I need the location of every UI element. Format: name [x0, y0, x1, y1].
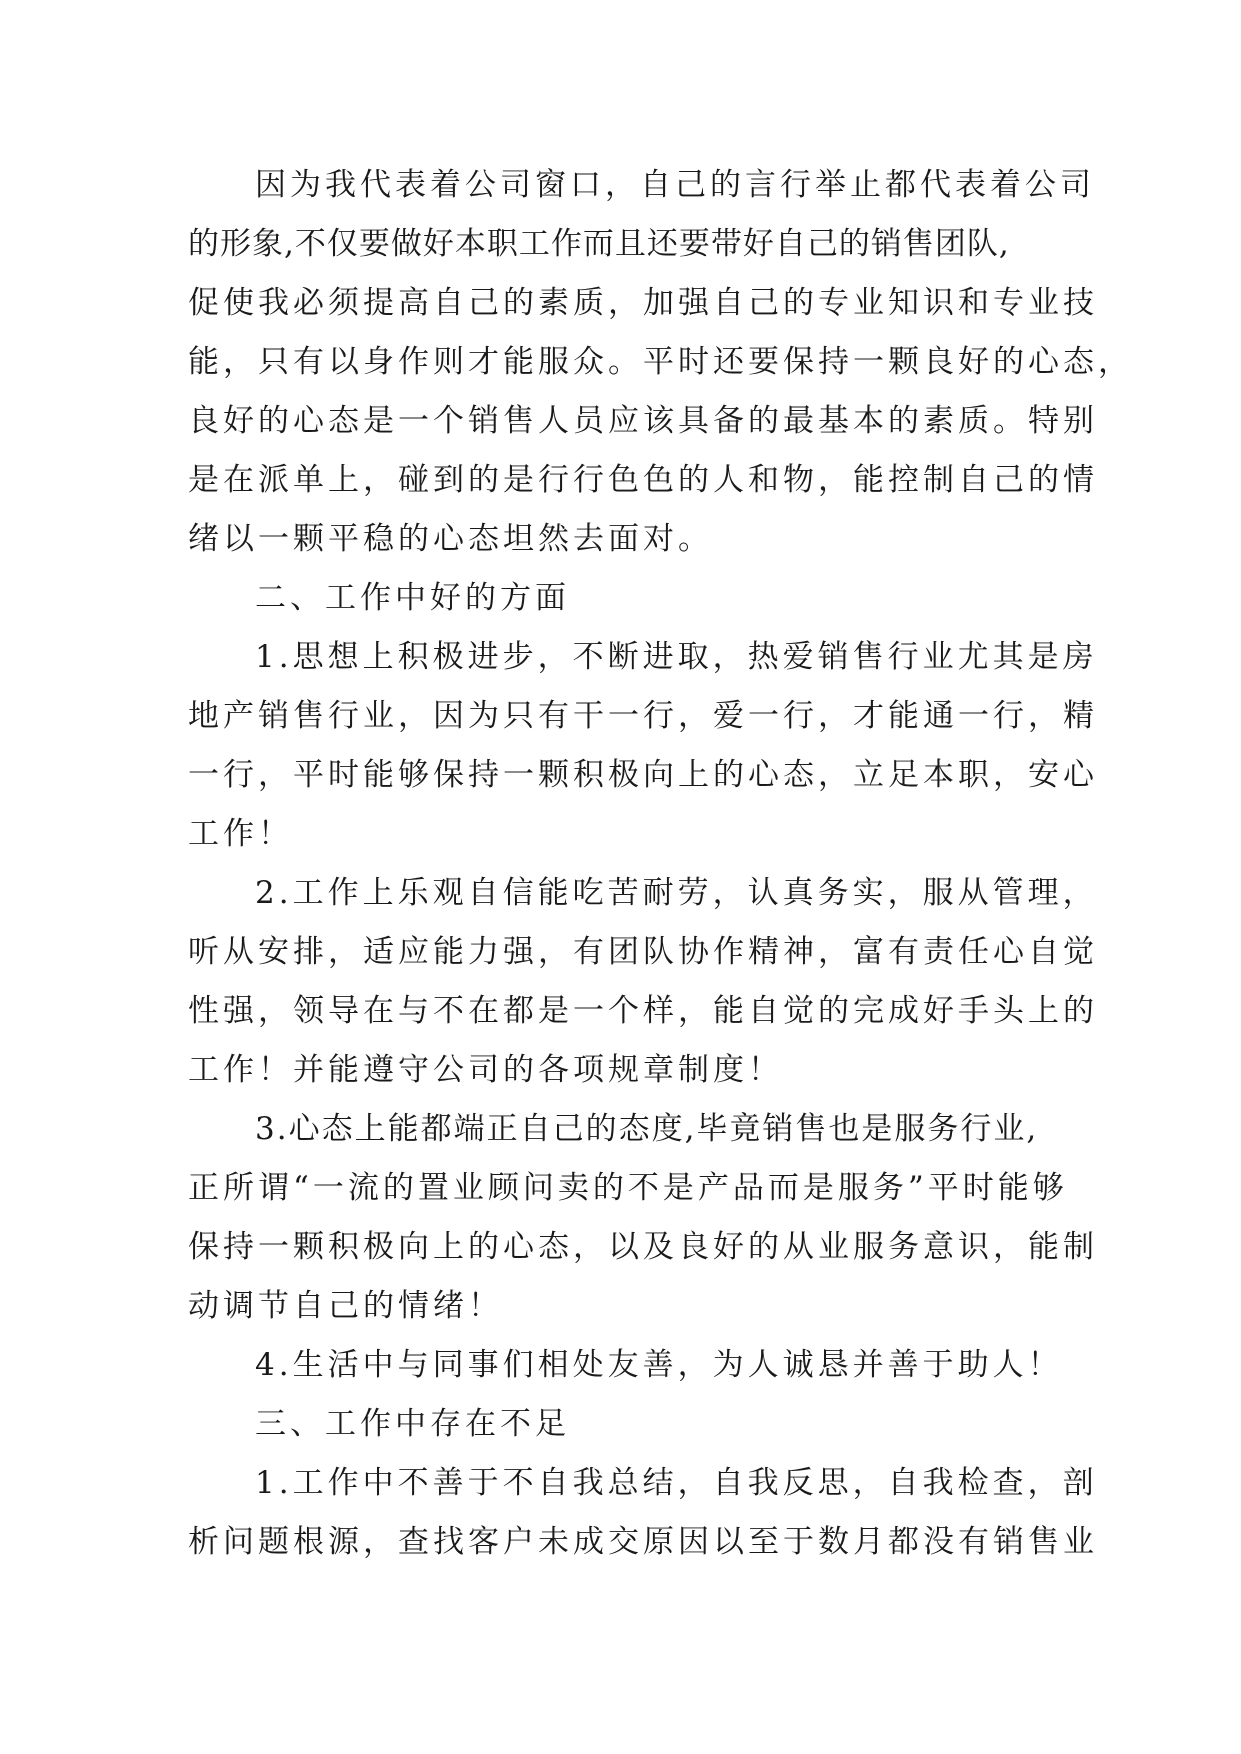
list-item-line: 1.工作中不善于不自我总结，自我反思，自我检查，剖	[255, 1465, 1098, 1501]
list-item-line: 地产销售行业，因为只有干一行，爱一行，才能通一行，精	[188, 698, 1098, 734]
paragraph-line: 的形象,不仅要做好本职工作而且还要带好自己的销售团队,	[188, 226, 1010, 262]
list-item-line: 4.生活中与同事们相处友善，为人诚恳并善于助人！	[255, 1347, 1063, 1383]
section-heading: 二、工作中好的方面	[255, 580, 570, 616]
list-item-line: 析问题根源，查找客户未成交原因以至于数月都没有销售业	[188, 1524, 1098, 1560]
list-item-line: 2.工作上乐观自信能吃苦耐劳，认真务实，服从管理，	[255, 875, 1098, 911]
paragraph-line: 因为我代表着公司窗口，自己的言行举止都代表着公司	[255, 167, 1095, 203]
list-item-line: 1.思想上积极进步，不断进取，热爱销售行业尤其是房	[255, 639, 1098, 675]
paragraph-line: 绪以一颗平稳的心态坦然去面对。	[188, 521, 713, 557]
paragraph-line: 是在派单上，碰到的是行行色色的人和物，能控制自己的情	[188, 462, 1098, 498]
list-item-line: 一行，平时能够保持一颗积极向上的心态，立足本职，安心	[188, 757, 1098, 793]
list-item-line: 工作！	[188, 816, 293, 852]
paragraph-line: 良好的心态是一个销售人员应该具备的最基本的素质。特别	[188, 403, 1098, 439]
list-item-line: 3.心态上能都端正自己的态度,毕竟销售也是服务行业,	[255, 1111, 1039, 1147]
list-item-line: 工作！并能遵守公司的各项规章制度！	[188, 1052, 783, 1088]
list-item-line: 听从安排，适应能力强，有团队协作精神，富有责任心自觉	[188, 934, 1098, 970]
list-item-line: 保持一颗积极向上的心态，以及良好的从业服务意识，能制	[188, 1229, 1098, 1265]
list-item-line: 性强，领导在与不在都是一个样，能自觉的完成好手头上的	[188, 993, 1098, 1029]
section-heading: 三、工作中存在不足	[255, 1406, 570, 1442]
paragraph-line: 能，只有以身作则才能服众。平时还要保持一颗良好的心态，	[188, 344, 1133, 380]
list-item-line: 动调节自己的情绪！	[188, 1288, 503, 1324]
paragraph-line: 促使我必须提高自己的素质，加强自己的专业知识和专业技	[188, 285, 1098, 321]
list-item-line: 正所谓“一流的置业顾问卖的不是产品而是服务”平时能够	[188, 1170, 1068, 1206]
